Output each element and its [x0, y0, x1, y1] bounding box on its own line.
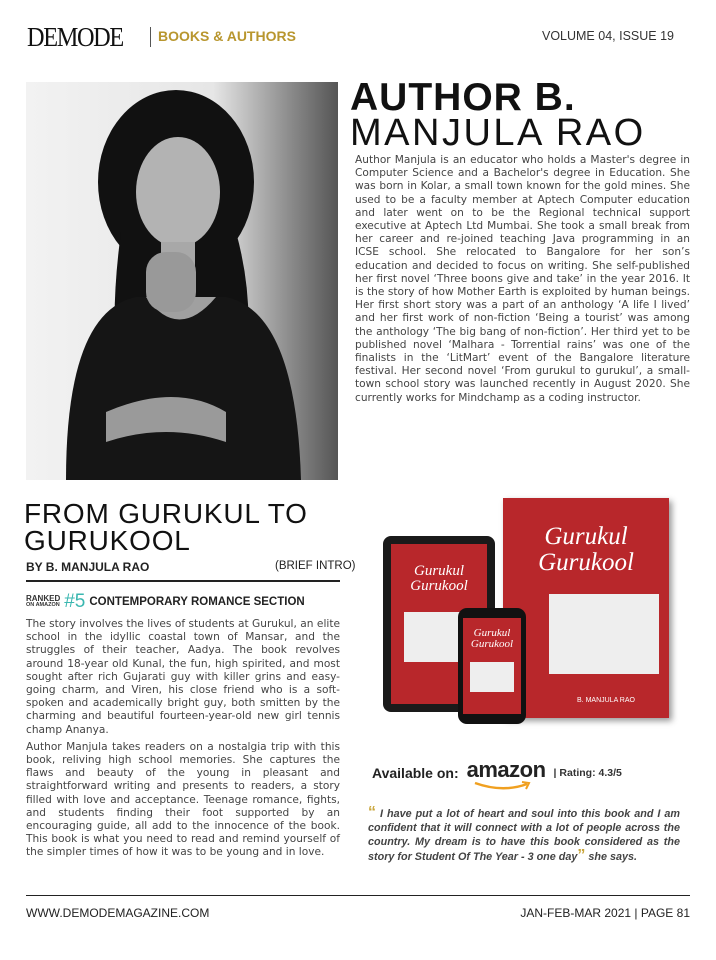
cover-title: Gurukool [538, 549, 634, 576]
ranked-label: RANKED ON AMAZON [26, 594, 61, 608]
quote-attribution: she says. [585, 851, 638, 863]
author-quote [368, 806, 680, 864]
rank-number: #5 [64, 591, 86, 612]
footer-website[interactable]: WWW.DEMODEMAGAZINE.COM [26, 906, 210, 920]
book-byline: BY B. MANJULA RAO [26, 560, 150, 574]
cover-author: B. MANJULA RAO [577, 697, 635, 704]
author-title-line2: MANJULA RAO [350, 112, 646, 154]
author-photo [26, 82, 338, 480]
brief-intro-tag: (BRIEF INTRO) [275, 560, 356, 572]
cover-title: Gurukool [470, 638, 514, 650]
footer-divider [26, 895, 690, 896]
footer-page: JAN-FEB-MAR 2021 | PAGE 81 [520, 906, 690, 920]
rating: | Rating: 4.3/5 [553, 767, 622, 779]
available-label: Available on: [372, 765, 459, 781]
rank-category: CONTEMPORARY ROMANCE SECTION [89, 596, 305, 608]
header-divider [150, 27, 151, 47]
magazine-logo: DEMODE [27, 22, 123, 52]
availability [372, 757, 622, 789]
author-title-line1: AUTHOR B. [350, 76, 576, 119]
amazon-smile-icon [473, 781, 533, 791]
amazon-ranking [26, 591, 305, 613]
paperback [503, 498, 669, 718]
close-quote-icon: ” [577, 847, 586, 864]
paragraph: Author Manjula takes readers on a nostalgia trip with this book, reliving high school memories. She captures the flaws and beauty of the young in pleasant and straightforward writing and presents to readers, a story filled with love and acceptance. Teenage romance, fights, and students finding their foot supported by an encouraging guide, all add to the innocence of the book. This book is what you need to read and remind yourself of the simpler times of how it was to be young and in love. [26, 740, 340, 859]
paragraph: The story involves the lives of students at Gurukul, an elite school in the idyllic coastal town of Mansar, and the struggles of their teacher, Aadya. The book revolves around 18-year old Kunal, the fun, high spirited, and most sought after rich Gujarati guy with killer grins and easy-going charm, and Viren, his close friend who is a soft-spoken and academically bright guy, both smitten by the charming and beautiful fourteen-year-old new girl tennis champ Ananya. [26, 618, 340, 736]
author-bio: Author Manjula is an educator who holds a Master's degree in Computer Science and a Bachelor's degree in Education. She was born in Kolar, a small town known for the gold mines. She used to be a faculty member at Aptech Computer education and later went on to be the Regional technical support executive at Aptech Ltd Mumbai. She took a small break from her career and re-joined teaching Java programming in an ICSE school. She relocated to Bangalore for her son’s education and decided to focus on writing. She self-published her first novel ‘Three boons give and take’ in the year 2016. It is the story of how Mother Earth is exploited by human beings. Her first short story was a part of an anthology ‘A life I lived’ and her first work of non-fiction ‘Being a tourist’ was among the anthology ‘The big bang of non-fiction’. Her third yet to be published novel ‘Malhara - Torrential rains’ was one of the finalists in the ‘LitMart’ event of the Bangalore literature festival. Her second novel ‘From gurukul to gurukul’, a small-town school story was launched recently in August 2020. She currently works for Mindchamp as a coding instructor. [355, 154, 690, 404]
book-covers-image [383, 498, 673, 726]
open-quote-icon: “ [368, 804, 376, 821]
book-description [26, 618, 340, 860]
section-name: BOOKS & AUTHORS [158, 28, 296, 44]
divider [26, 580, 340, 582]
book-title: FROM GURUKUL TO GURUKOOL [24, 498, 308, 556]
phone [458, 608, 526, 724]
quote-text: I have put a lot of heart and soul into this book and I am confident that it will connect with a lot of people across the country. My dream is to have this book considered as the story for Student Of The Year - 3 one day [368, 808, 680, 863]
cover-title: Gurukul [414, 563, 464, 579]
volume-issue: VOLUME 04, ISSUE 19 [541, 29, 674, 43]
cover-title: Gurukool [410, 578, 468, 594]
cover-title: Gurukul [544, 523, 628, 550]
amazon-logo[interactable]: amazon [467, 757, 546, 789]
cover-title: Gurukul [473, 627, 511, 639]
